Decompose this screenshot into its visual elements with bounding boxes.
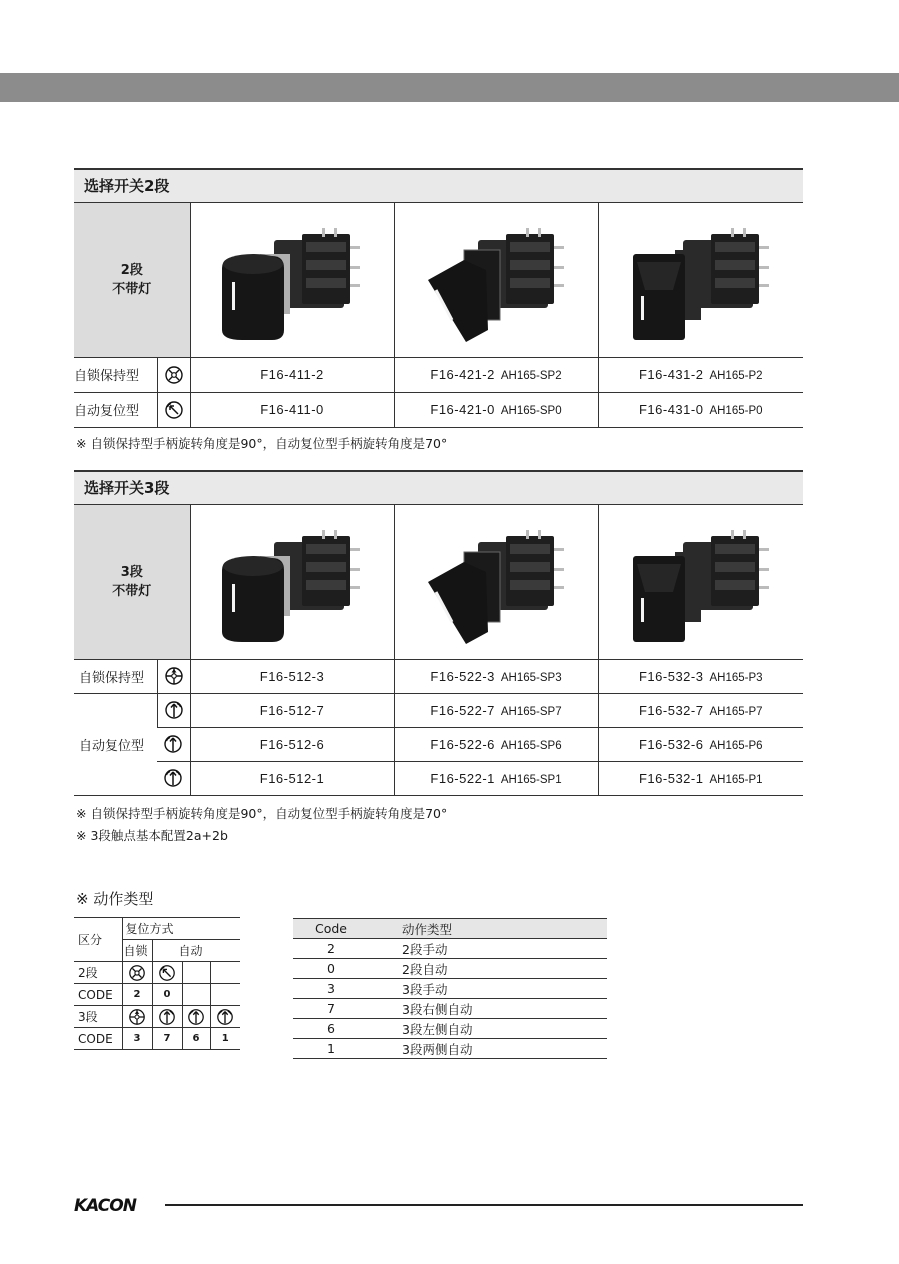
model-code: F16-532-7 AH165-P7 bbox=[598, 693, 803, 727]
model-code: F16-431-0 AH165-P0 bbox=[598, 392, 803, 427]
return-right-icon bbox=[152, 1006, 182, 1028]
note-contact-config: ※ 3段触点基本配置2a+2b bbox=[76, 828, 228, 843]
category-label-line1: 2段 bbox=[120, 262, 143, 278]
kacon-logo: KACON bbox=[74, 1196, 136, 1216]
type-label-maintained: 自锁保持型 bbox=[74, 369, 140, 384]
code-value: 7 bbox=[293, 999, 369, 1019]
selector-switch-photo bbox=[611, 210, 791, 350]
action-code-table bbox=[293, 918, 607, 1059]
spec-table-3-position bbox=[74, 505, 803, 796]
table-row bbox=[293, 1039, 607, 1059]
maintained-3-icon bbox=[122, 1006, 152, 1028]
maintained-2-icon bbox=[122, 962, 152, 984]
code-value: 2 bbox=[293, 939, 369, 959]
code-value: 1 bbox=[293, 1039, 369, 1059]
product-photo-cell bbox=[190, 505, 394, 659]
product-photo-cell bbox=[598, 505, 803, 659]
return-both-icon bbox=[210, 1006, 240, 1028]
note-rotation-angle: ※ 自锁保持型手柄旋转角度是90°，自动复位型手柄旋转角度是70° bbox=[76, 806, 448, 821]
model-code: F16-512-6 bbox=[190, 727, 394, 761]
note-rotation-angle: ※ 自锁保持型手柄旋转角度是90°，自动复位型手柄旋转角度是70° bbox=[76, 436, 448, 451]
model-code: F16-522-1 AH165-SP1 bbox=[394, 761, 598, 795]
footer-divider bbox=[165, 1204, 803, 1206]
table-row bbox=[293, 959, 607, 979]
selector-switch-photo bbox=[406, 512, 586, 652]
type-cell bbox=[74, 392, 190, 427]
mini-code-value: 3 bbox=[122, 1028, 152, 1050]
mini-code-value: 1 bbox=[210, 1028, 240, 1050]
selector-switch-photo bbox=[406, 210, 586, 350]
action-type-value: 2段自动 bbox=[369, 959, 607, 979]
model-code: F16-431-2 AH165-P2 bbox=[598, 357, 803, 392]
category-label-line2: 不带灯 bbox=[112, 281, 152, 297]
mini-header-reset: 复位方式 bbox=[122, 918, 240, 940]
model-code: F16-411-2 bbox=[190, 357, 394, 392]
mini-code-label: CODE bbox=[74, 1028, 122, 1050]
model-code: F16-512-7 bbox=[190, 693, 394, 727]
mini-code-value: 2 bbox=[122, 984, 152, 1006]
table-row bbox=[293, 979, 607, 999]
return-left-icon bbox=[182, 1006, 210, 1028]
type-cell bbox=[74, 357, 190, 392]
mini-row-3-label: 3段 bbox=[74, 1006, 122, 1028]
action-type-value: 2段手动 bbox=[369, 939, 607, 959]
return-2-icon bbox=[152, 962, 182, 984]
selector-switch-photo bbox=[611, 512, 791, 652]
category-label-line1: 3段 bbox=[120, 564, 143, 580]
mini-row-2-label: 2段 bbox=[74, 962, 122, 984]
model-code: F16-421-0 AH165-SP0 bbox=[394, 392, 598, 427]
model-code: F16-522-6 AH165-SP6 bbox=[394, 727, 598, 761]
top-banner-bar bbox=[0, 73, 899, 102]
type-label-return: 自动复位型 bbox=[74, 693, 157, 795]
product-photo-cell bbox=[190, 203, 394, 357]
mini-code-value: 6 bbox=[182, 1028, 210, 1050]
section-title-3-position: 选择开关3段 bbox=[74, 470, 803, 505]
code-value: 0 bbox=[293, 959, 369, 979]
category-label-line2: 不带灯 bbox=[112, 583, 152, 599]
table-row bbox=[293, 1019, 607, 1039]
category-label bbox=[74, 505, 190, 659]
selector-switch-photo bbox=[202, 210, 382, 350]
code-header: Code bbox=[293, 919, 369, 939]
model-code: F16-522-7 AH165-SP7 bbox=[394, 693, 598, 727]
action-types-title: ※ 动作类型 bbox=[76, 890, 154, 908]
return-right-icon bbox=[157, 693, 190, 727]
mini-header-auto: 自动 bbox=[152, 940, 240, 962]
section-title-2-position: 选择开关2段 bbox=[74, 168, 803, 203]
mini-code-value: 0 bbox=[152, 984, 182, 1006]
maintained-2-icon bbox=[157, 358, 190, 392]
model-code: F16-532-1 AH165-P1 bbox=[598, 761, 803, 795]
product-photo-cell bbox=[598, 203, 803, 357]
category-label bbox=[74, 203, 190, 357]
model-code: F16-522-3 AH165-SP3 bbox=[394, 659, 598, 693]
spec-table-2-position bbox=[74, 203, 803, 428]
code-value: 3 bbox=[293, 979, 369, 999]
selector-switch-photo bbox=[202, 512, 382, 652]
model-code: F16-512-1 bbox=[190, 761, 394, 795]
mini-header-category: 区分 bbox=[74, 918, 122, 962]
mini-code-value: 7 bbox=[152, 1028, 182, 1050]
model-code: F16-512-3 bbox=[190, 659, 394, 693]
model-code: F16-532-3 AH165-P3 bbox=[598, 659, 803, 693]
return-2-icon bbox=[157, 393, 190, 427]
type-label-maintained: 自锁保持型 bbox=[74, 659, 157, 693]
maintained-3-icon bbox=[157, 659, 190, 693]
product-photo-cell bbox=[394, 505, 598, 659]
action-type-value: 3段右侧自动 bbox=[369, 999, 607, 1019]
type-label-return: 自动复位型 bbox=[74, 404, 140, 419]
table-row bbox=[293, 999, 607, 1019]
return-both-icon bbox=[157, 761, 190, 795]
mini-header-self-lock: 自锁 bbox=[122, 940, 152, 962]
action-type-value: 3段左侧自动 bbox=[369, 1019, 607, 1039]
model-code: F16-421-2 AH165-SP2 bbox=[394, 357, 598, 392]
action-mini-table bbox=[74, 917, 240, 1050]
return-left-icon bbox=[157, 727, 190, 761]
mini-code-label: CODE bbox=[74, 984, 122, 1006]
action-type-header: 动作类型 bbox=[369, 919, 607, 939]
product-photo-cell bbox=[394, 203, 598, 357]
action-type-value: 3段两侧自动 bbox=[369, 1039, 607, 1059]
table-row bbox=[293, 939, 607, 959]
model-code: F16-532-6 AH165-P6 bbox=[598, 727, 803, 761]
action-type-value: 3段手动 bbox=[369, 979, 607, 999]
code-value: 6 bbox=[293, 1019, 369, 1039]
model-code: F16-411-0 bbox=[190, 392, 394, 427]
